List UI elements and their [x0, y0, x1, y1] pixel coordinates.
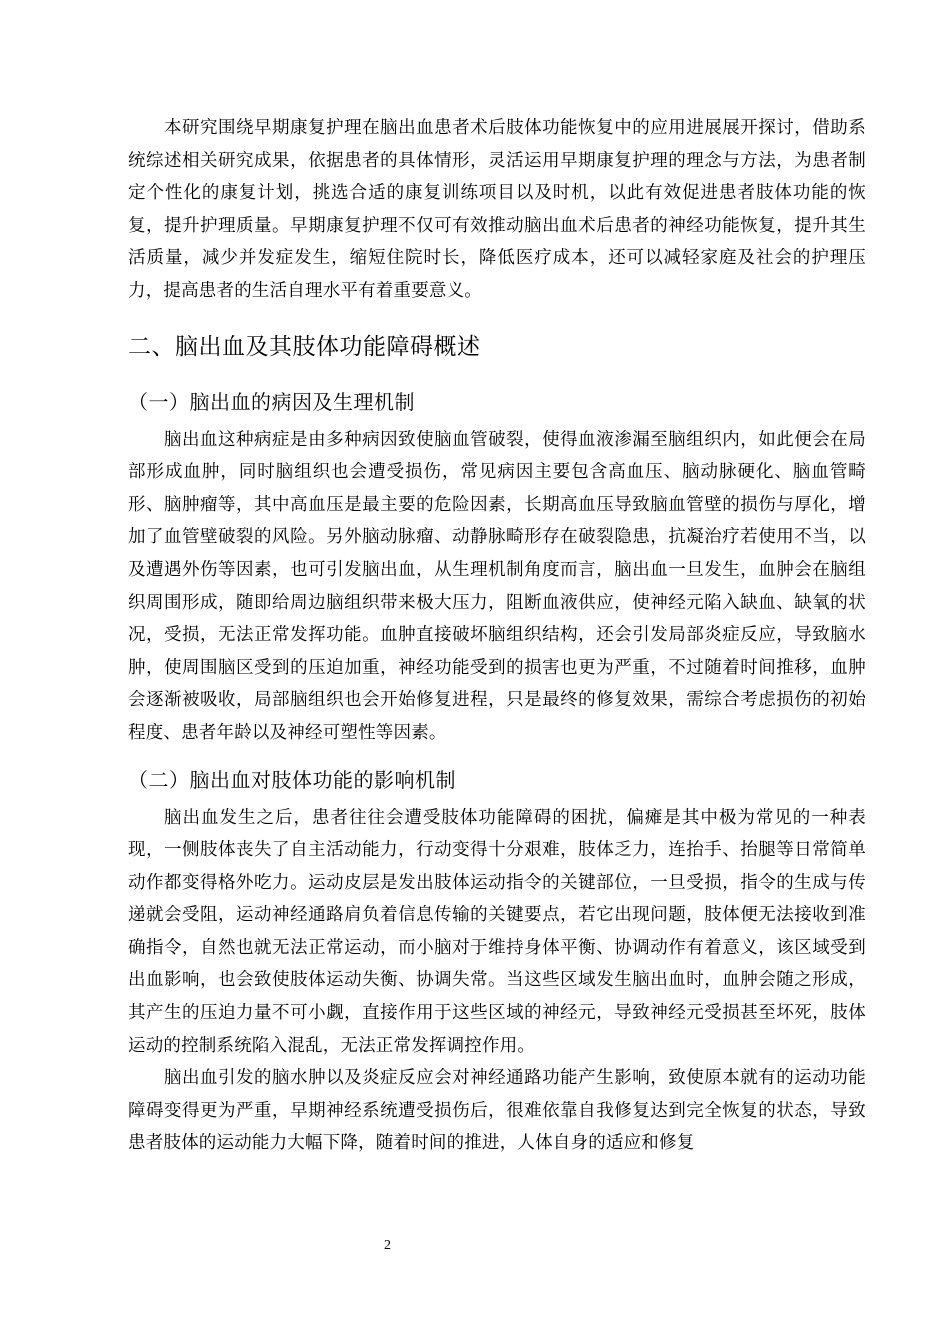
- subsection-heading-2: （二）脑出血对肢体功能的影响机制: [128, 767, 456, 792]
- page-number: 2: [384, 1238, 391, 1253]
- subsection-2-paragraph-2: 脑出血引发的脑水肿以及炎症反应会对神经通路功能产生影响，致使原本就有的运动功能障碍变得更为严重，早期神经系统遭受损伤后，很难依靠自我修复达到完全恢复的状态，导致患者肢体的运动能力大幅下降，随着时间的推进，人体自身的适应和修复: [128, 1068, 866, 1154]
- intro-paragraph: 本研究围绕早期康复护理在脑出血患者术后肢体功能恢复中的应用进展展开探讨，借助系统综述相关研究成果，依据患者的具体情形，灵活运用早期康复护理的理念与方法，为患者制定个性化的康复计划，挑选合适的康复训练项目以及时机，以此有效促进患者肢体功能的恢复，提升护理质量。早期康复护理不仅可有效推动脑出血术后患者的神经功能恢复，提升其生活质量，减少并发症发生，缩短住院时长，降低医疗成本，还可以减轻家庭及社会的护理压力，提高患者的生活自理水平有着重要意义。: [128, 118, 866, 301]
- subsection-1-paragraph: 脑出血这种病症是由多种病因致使脑血管破裂，使得血液渗漏至脑组织内，如此便会在局部形成血肿，同时脑组织也会遭受损伤，常见病因主要包含高血压、脑动脉硬化、脑血管畸形、脑肿瘤等，其中高血压是最主要的危险因素，长期高血压导致脑血管壁的损伤与厚化，增加了血管壁破裂的风险。另外脑动脉瘤、动静脉畸形存在破裂隐患，抗凝治疗若使用不当，以及遭遇外伤等因素，也可引发脑出血，从生理机制角度而言，脑出血一旦发生，血肿会在脑组织周围形成，随即给周边脑组织带来极大压力，阻断血液供应，使神经元陷入缺血、缺氧的状况，受损，无法正常发挥功能。血肿直接破坏脑组织结构，还会引发局部炎症反应，导致脑水肿，使周围脑区受到的压迫加重，神经功能受到的损害也更为严重，不过随着时间推移，血肿会逐渐被吸收，局部脑组织也会开始修复进程，只是最终的修复效果，需综合考虑损伤的初始程度、患者年龄以及神经可塑性等因素。: [128, 429, 866, 743]
- section-heading: 二、脑出血及其肢体功能障碍概述: [128, 333, 481, 360]
- subsection-2-paragraph-1: 脑出血发生之后，患者往往会遭受肢体功能障碍的困扰，偏瘫是其中极为常见的一种表现，一侧肢体丧失了自主活动能力，行动变得十分艰难，肢体乏力，连抬手、抬腿等日常简单动作都变得格外吃力。运动皮层是发出肢体运动指令的关键部位，一旦受损，指令的生成与传递就会受阻，运动神经通路肩负着信息传输的关键要点，若它出现问题，肢体便无法接收到准确指令，自然也就无法正常运动，而小脑对于维持身体平衡、协调动作有着意义，该区域受到出血影响，也会致使肢体运动失衡、协调失常。当这些区域发生脑出血时，血肿会随之形成，其产生的压迫力量不可小觑，直接作用于这些区域的神经元，导致神经元受损甚至坏死，肢体运动的控制系统陷入混乱，无法正常发挥调控作用。: [128, 807, 866, 1056]
- page-body: [128, 112, 866, 1160]
- subsection-heading-1: （一）脑出血的病因及生理机制: [128, 389, 415, 414]
